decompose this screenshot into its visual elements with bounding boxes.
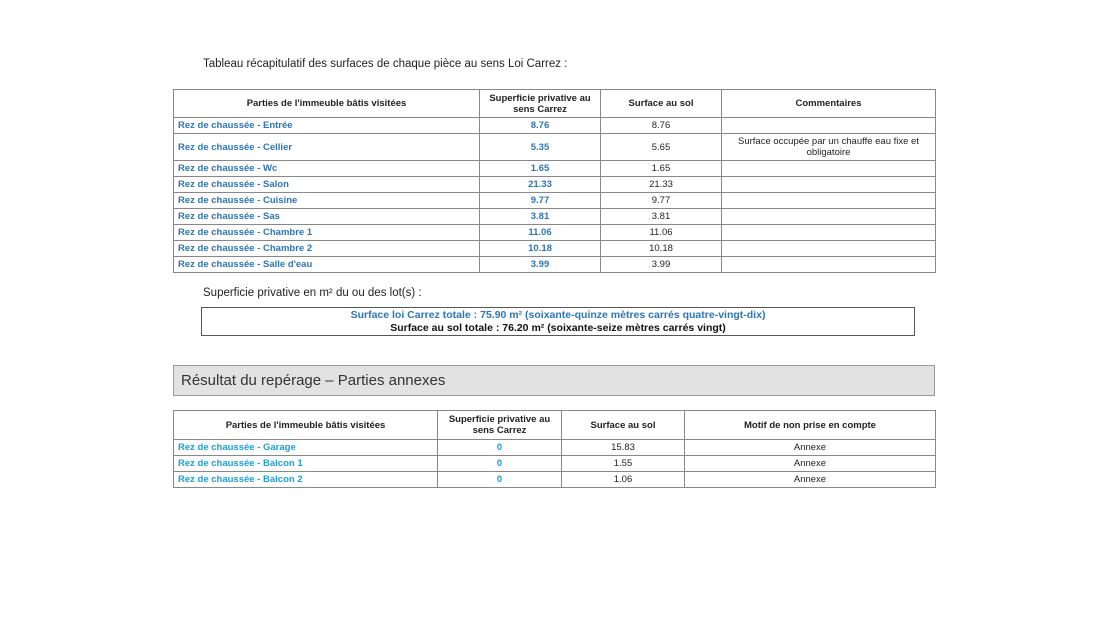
comment-cell: Surface occupée par un chauffe eau fixe et obligatoire <box>722 134 936 161</box>
room-cell: Rez de chaussée - Wc <box>174 161 480 177</box>
sol-cell: 1.65 <box>601 161 722 177</box>
comment-cell <box>722 118 936 134</box>
table-row <box>174 161 936 177</box>
room-cell: Rez de chaussée - Balcon 2 <box>174 472 438 488</box>
header-commentaires: Commentaires <box>722 90 936 118</box>
carrez-cell: 10.18 <box>480 241 601 257</box>
sol-cell: 1.06 <box>562 472 685 488</box>
sol-cell: 5.65 <box>601 134 722 161</box>
comment-cell <box>722 161 936 177</box>
table-row <box>174 134 936 161</box>
motif-cell: Annexe <box>685 472 936 488</box>
carrez-cell: 11.06 <box>480 225 601 241</box>
lot-subtitle: Superficie privative en m² du ou des lot(s) : <box>203 287 422 299</box>
table-row <box>174 177 936 193</box>
header-sol: Surface au sol <box>601 90 722 118</box>
table-row <box>174 209 936 225</box>
carrez-cell: 0 <box>438 456 562 472</box>
room-cell: Rez de chaussée - Sas <box>174 209 480 225</box>
sol-cell: 21.33 <box>601 177 722 193</box>
carrez-cell: 1.65 <box>480 161 601 177</box>
room-cell: Rez de chaussée - Salon <box>174 177 480 193</box>
section-title: Résultat du repérage – Parties annexes <box>173 365 935 396</box>
sol-cell: 8.76 <box>601 118 722 134</box>
header-sol: Surface au sol <box>562 411 685 440</box>
table-row <box>174 440 936 456</box>
header-motif: Motif de non prise en compte <box>685 411 936 440</box>
carrez-table <box>173 89 936 273</box>
room-cell: Rez de chaussée - Chambre 1 <box>174 225 480 241</box>
table-row <box>174 472 936 488</box>
table-row <box>174 241 936 257</box>
header-parties: Parties de l'immeuble bâtis visitées <box>174 90 480 118</box>
table-row <box>174 193 936 209</box>
sol-cell: 11.06 <box>601 225 722 241</box>
comment-cell <box>722 241 936 257</box>
room-cell: Rez de chaussée - Salle d'eau <box>174 257 480 273</box>
carrez-cell: 5.35 <box>480 134 601 161</box>
comment-cell <box>722 257 936 273</box>
carrez-cell: 0 <box>438 472 562 488</box>
header-carrez: Superficie privative au sens Carrez <box>438 411 562 440</box>
totals-box <box>201 307 915 336</box>
carrez-cell: 0 <box>438 440 562 456</box>
motif-cell: Annexe <box>685 440 936 456</box>
carrez-cell: 21.33 <box>480 177 601 193</box>
total-sol: Surface au sol totale : 76.20 m² (soixante-seize mètres carrés vingt) <box>390 322 726 334</box>
sol-cell: 1.55 <box>562 456 685 472</box>
intro-text: Tableau récapitulatif des surfaces de chaque pièce au sens Loi Carrez : <box>203 58 568 70</box>
room-cell: Rez de chaussée - Cuisine <box>174 193 480 209</box>
sol-cell: 3.81 <box>601 209 722 225</box>
comment-cell <box>722 177 936 193</box>
table-header-row <box>174 411 936 440</box>
header-parties: Parties de l'immeuble bâtis visitées <box>174 411 438 440</box>
comment-cell <box>722 193 936 209</box>
header-carrez: Superficie privative au sens Carrez <box>480 90 601 118</box>
carrez-cell: 3.99 <box>480 257 601 273</box>
carrez-cell: 9.77 <box>480 193 601 209</box>
room-cell: Rez de chaussée - Chambre 2 <box>174 241 480 257</box>
sol-cell: 3.99 <box>601 257 722 273</box>
comment-cell <box>722 209 936 225</box>
room-cell: Rez de chaussée - Balcon 1 <box>174 456 438 472</box>
table-row <box>174 257 936 273</box>
carrez-cell: 3.81 <box>480 209 601 225</box>
sol-cell: 15.83 <box>562 440 685 456</box>
room-cell: Rez de chaussée - Entrée <box>174 118 480 134</box>
room-cell: Rez de chaussée - Garage <box>174 440 438 456</box>
sol-cell: 9.77 <box>601 193 722 209</box>
sol-cell: 10.18 <box>601 241 722 257</box>
carrez-cell: 8.76 <box>480 118 601 134</box>
table-row <box>174 225 936 241</box>
annexes-table <box>173 410 936 488</box>
table-row <box>174 456 936 472</box>
total-carrez: Surface loi Carrez totale : 75.90 m² (soixante-quinze mètres carrés quatre-vingt-dix) <box>350 309 766 321</box>
room-cell: Rez de chaussée - Cellier <box>174 134 480 161</box>
table-row <box>174 118 936 134</box>
table-header-row <box>174 90 936 118</box>
motif-cell: Annexe <box>685 456 936 472</box>
comment-cell <box>722 225 936 241</box>
